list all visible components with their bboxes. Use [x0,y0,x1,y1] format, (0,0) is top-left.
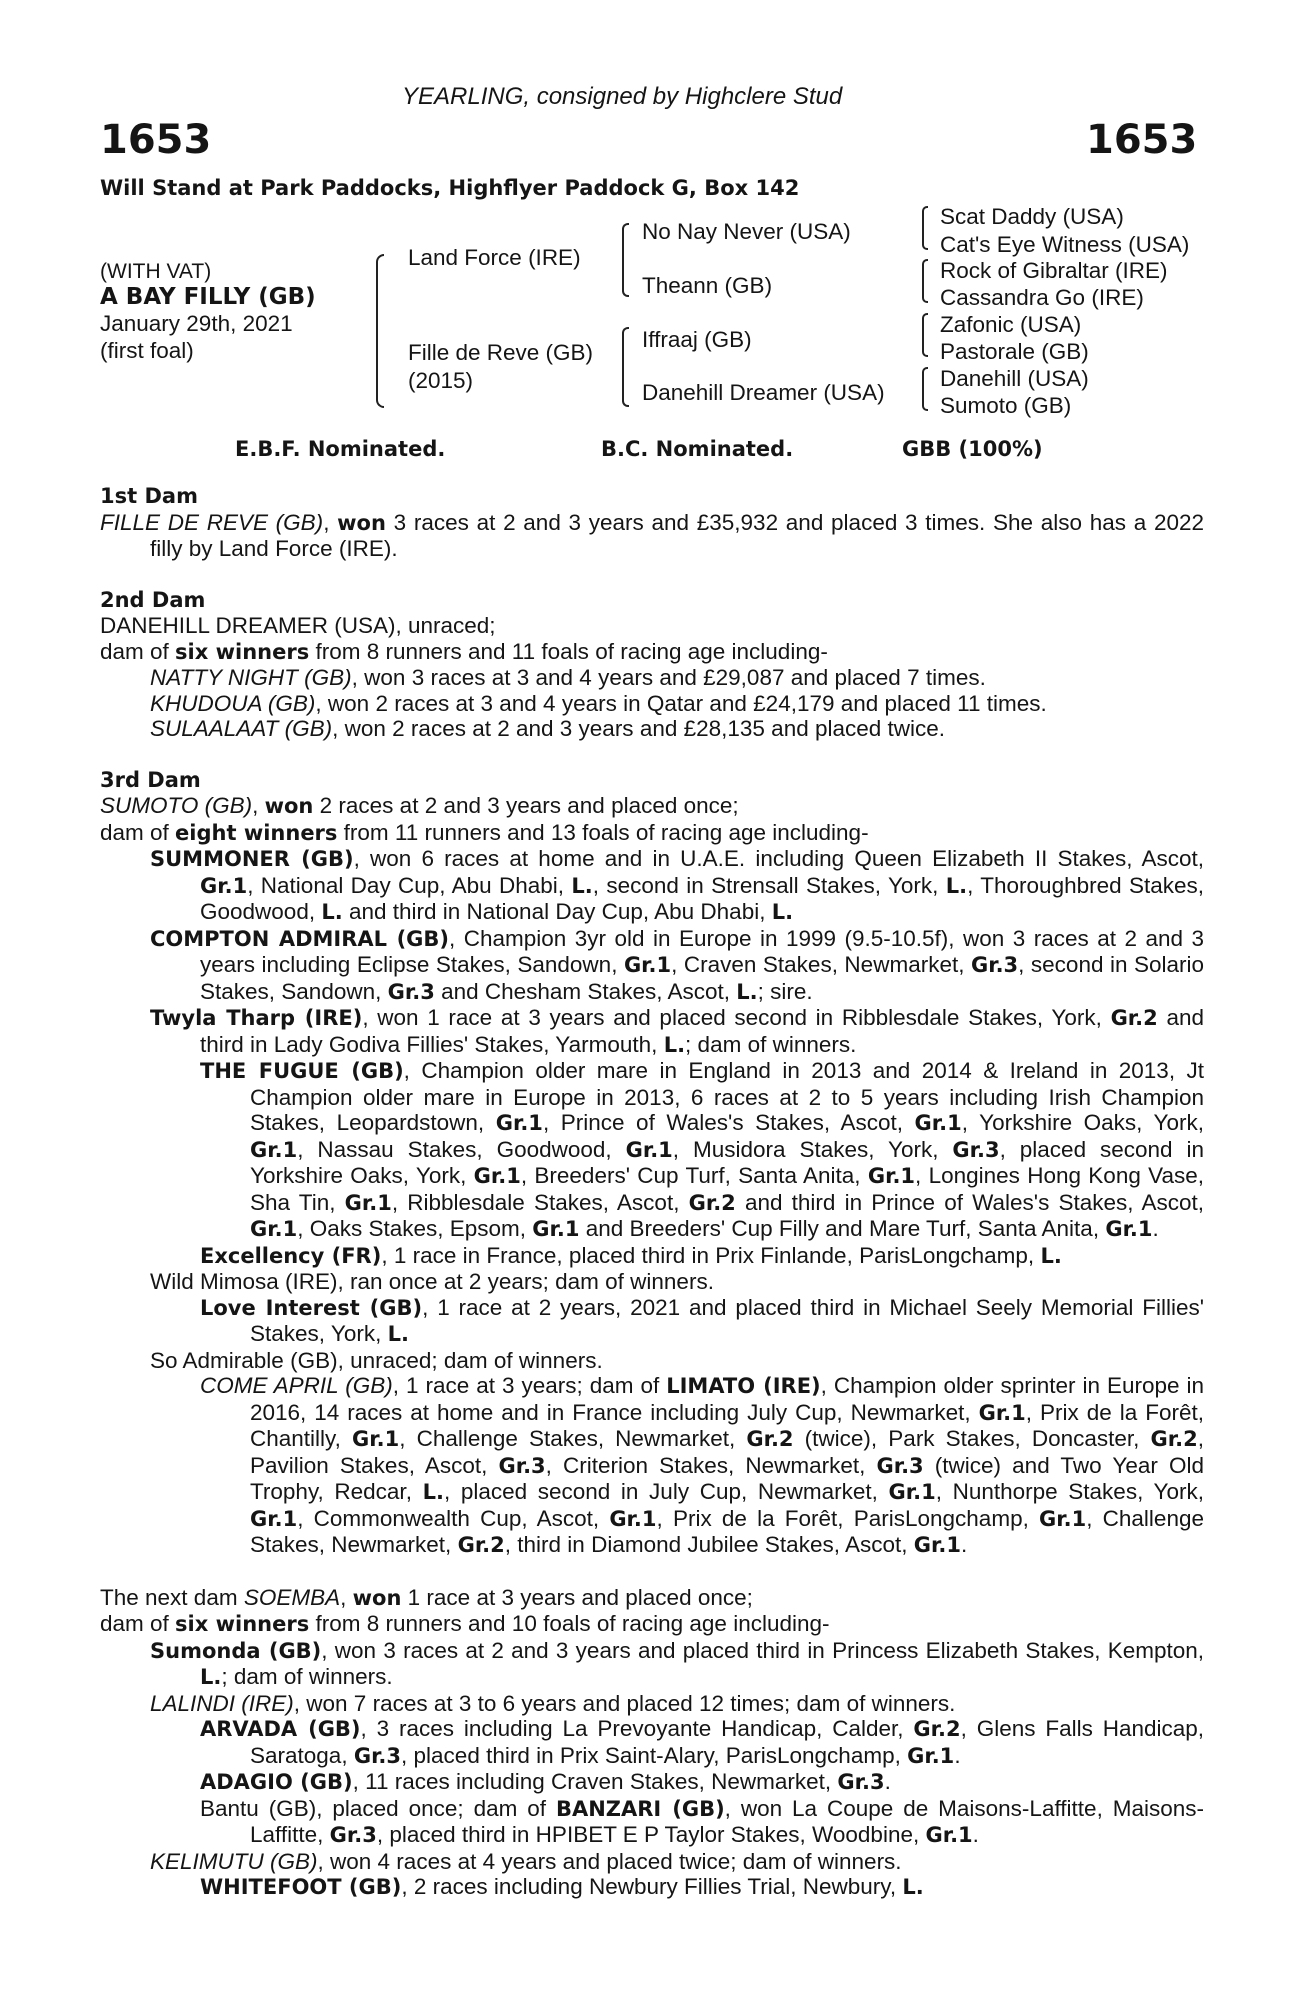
progeny-text: , Ribblesdale Stakes, Ascot, [391,1189,689,1215]
progeny-text: , Nunthorpe Stakes, York, [935,1479,1204,1504]
grade: Gr.1 [250,1506,298,1531]
progeny-the-fugue [200,1058,1204,1243]
listed: L. [422,1480,444,1504]
progeny-so-admirable: So Admirable (GB), unraced; dam of winners. [150,1347,603,1373]
third-dam-name: SUMOTO (GB) [100,793,253,818]
gbb-rating: GBB (100%) [902,437,1043,461]
grade: Gr.2 [1110,1006,1158,1030]
ss-sire: Scat Daddy (USA) [940,204,1124,229]
progeny-text: , placed second in July Cup, Newmarket, [443,1479,889,1504]
progeny-name: COME APRIL (GB) [200,1373,393,1398]
sd-dam: Cassandra Go (IRE) [940,285,1144,310]
progeny-text: , Oaks Stakes, Epsom, [297,1216,533,1241]
pedigree-brace-g2 [922,259,928,303]
lot-number-left: 1653 [100,117,212,163]
grade: Gr.3 [837,1770,885,1794]
sd-sire: Rock of Gibraltar (IRE) [940,258,1168,283]
progeny-text: , National Day Cup, Abu Dhabi, [247,872,572,898]
winners-count: six winners [175,1612,310,1636]
progeny-name: ADAGIO (GB) [200,1770,353,1794]
next-dam-prefix: The next dam [100,1584,244,1610]
second-dam-line: DANEHILL DREAMER (USA), unraced; [100,613,496,638]
sire: Land Force (IRE) [408,245,581,270]
progeny-text: and Breeders' Cup Filly and Mare Turf, Santa Anita, [579,1216,1106,1241]
first-dam-paragraph [100,510,1204,562]
progeny-come-april [200,1373,1204,1559]
progeny-kelimutu [150,1849,1204,1875]
period: . [1152,1216,1159,1241]
dam-sire: Iffraaj (GB) [642,327,752,352]
progeny-name: Love Interest (GB) [200,1295,423,1320]
third-dam-text: 2 races at 2 and 3 years and placed once; [313,793,739,818]
pedigree-brace-g4 [922,367,928,411]
comma: , [323,509,338,535]
foaling-date: January 29th, 2021 [100,311,293,336]
second-dam-section [100,588,1204,742]
progeny-name: KELIMUTU (GB) [150,1848,318,1874]
progeny-name: WHITEFOOT (GB) [200,1875,402,1899]
progeny-name: ARVADA (GB) [200,1717,361,1741]
progeny-text: , won 3 races at 3 and 4 years and £29,087 and placed 7 times. [351,665,986,690]
sire-dam: Theann (GB) [642,273,773,298]
grade: Gr.3 [387,979,435,1004]
progeny-name: KHUDOUA (GB) [150,690,316,716]
next-dam-line [100,1585,1204,1612]
progeny-name: SULAALAAT (GB) [150,716,333,741]
progeny-text: , won 3 races at 2 and 3 years and placed third in Princess Elizabeth Stakes, Kempton, [321,1637,1205,1663]
progeny-twyla-tharp [150,1005,1204,1058]
progeny-name: SUMMONER (GB) [150,847,354,871]
grade: Gr.3 [876,1453,924,1478]
progeny-text: , Champion older sprinter in Europe in 2016, 14 races at home and in France including July Cup, Newmarket, [250,1373,1204,1425]
progeny-arvada [200,1716,1204,1769]
comma: , [252,793,265,818]
grade: Gr.1 [867,1164,916,1188]
grade: Gr.1 [200,873,248,898]
dam-of: dam of [100,638,176,664]
winners-count: eight winners [175,820,338,845]
grade: Gr.1 [1039,1506,1087,1531]
listed: L. [387,1322,409,1346]
won: won [352,1585,402,1610]
progeny-text: and third in National Day Cup, Abu Dhabi, [342,899,772,924]
winners-count: six winners [175,639,310,664]
progeny-text: , Champion older mare in England in 2013 and 2014 & Ireland in 2013, Jt Champion older mare in Europe in 2013, 6 races at 2 to 5 years including Irish Champion Stakes, Leopardstown, [250,1058,1204,1135]
progeny-text: , Challenge Stakes, Newmarket, [399,1426,747,1451]
progeny-text: , won 2 races at 2 and 3 years and £28,135 and placed twice. [332,716,946,741]
period: . [972,1822,979,1847]
stand-location: Will Stand at Park Paddocks, Highflyer Paddock G, Box 142 [100,176,800,200]
grade: Gr.1 [609,1506,657,1531]
vat-label: (WITH VAT) [100,260,212,283]
second-dam-progeny [100,665,1204,742]
progeny-text: , Longines Hong Kong Vase, Sha Tin, [250,1163,1204,1215]
sire-sire: No Nay Never (USA) [642,219,851,244]
produce-text: from 8 runners and 10 foals of racing age including- [309,1611,830,1636]
second-dam-produce [100,639,1204,666]
progeny-text: and Chesham Stakes, Ascot, [434,978,737,1004]
progeny-text: , won 7 races at 3 to 6 years and placed 12 times; dam of winners. [293,1690,956,1716]
progeny-text: , Yorkshire Oaks, York, [961,1110,1205,1135]
produce-text: from 11 runners and 13 foals of racing age including- [337,819,869,845]
bc-nomination: B.C. Nominated. [601,437,794,461]
first-dam-name: FILLE DE REVE (GB) [100,509,324,535]
second-dam-title: 2nd Dam [100,587,206,612]
grade: Gr.1 [907,1743,955,1768]
catalogue-body [100,484,1204,1901]
ebf-nomination: E.B.F. Nominated. [235,437,446,461]
progeny-name: BANZARI (GB) [555,1796,725,1821]
progeny-compton-admiral [150,926,1204,1006]
progeny-text: , won 6 races at home and in U.A.E. including Queen Elizabeth II Stakes, Ascot, [353,846,1204,871]
progeny-text: , Challenge Stakes, Newmarket, [250,1505,1204,1557]
progeny-text: , Craven Stakes, Newmarket, [671,952,971,977]
pedigree-brace-g3 [922,313,928,357]
grade: Gr.1 [913,1533,961,1557]
produce-text: from 8 runners and 11 foals of racing age including- [309,638,828,664]
third-dam-title: 3rd Dam [100,767,201,792]
grade: Gr.1 [473,1164,521,1188]
progeny-text: , Thoroughbred Stakes, Goodwood, [200,872,1204,924]
progeny-text: , 1 race in France, placed third in Prix Finlande, ParisLongchamp, [381,1242,1041,1268]
progeny-name: COMPTON ADMIRAL (GB) [150,926,450,951]
ds-dam: Pastorale (GB) [940,339,1089,364]
grade: Gr.1 [344,1190,392,1215]
grade: Gr.3 [353,1743,402,1768]
progeny-text: and third in Prince of Wales's Stakes, Ascot, [735,1189,1204,1215]
period: . [954,1742,961,1768]
period: . [960,1532,968,1557]
dd-dam: Sumoto (GB) [940,393,1072,418]
progeny-text: , won 4 races at 4 years and placed twice; dam of winners. [317,1848,902,1874]
next-dam-section [100,1585,1204,1901]
progeny-text: , won 1 race at 3 years and placed second in Ribblesdale Stakes, York, [362,1005,1111,1030]
progeny-text: , Prix de la Forêt, ParisLongchamp, [656,1505,1040,1531]
progeny-text: , Pavilion Stakes, Ascot, [250,1426,1204,1478]
grade: Gr.2 [1150,1427,1198,1451]
grade: Gr.1 [1105,1217,1153,1241]
grade: Gr.1 [978,1400,1026,1425]
progeny-text: , Criterion Stakes, Newmarket, [545,1452,877,1478]
progeny-summoner [150,846,1204,926]
listed: L. [200,1665,222,1689]
grade: Gr.1 [495,1111,543,1135]
dam-name: Fille de Reve (GB) [408,340,594,365]
dam-dam: Danehill Dreamer (USA) [642,380,885,405]
progeny-text: , placed third in HPIBET E P Taylor Stakes, Woodbine, [376,1822,926,1847]
pedigree-brace-g1 [922,206,928,250]
won: won [264,794,314,818]
grade: Gr.1 [888,1480,936,1504]
dam-year: (2015) [408,368,474,393]
listed: L. [571,873,593,898]
progeny-text: , Prince of Wales's Stakes, Ascot, [542,1110,915,1135]
progeny-text: (twice) and Two Year Old Trophy, Redcar, [250,1452,1204,1504]
grade: Gr.1 [352,1427,400,1451]
first-dam-title: 1st Dam [100,484,198,508]
listed: L. [902,1875,924,1899]
progeny-whitefoot [200,1874,1204,1901]
progeny-text: , Glens Falls Handicap, Saratoga, [250,1716,1205,1768]
third-dam-section [100,768,1204,1559]
progeny-text: (twice), Park Stakes, Doncaster, [793,1426,1151,1451]
progeny-name: Sumonda (GB) [150,1638,322,1663]
grade: Gr.1 [623,953,672,977]
progeny-item [150,691,1204,717]
progeny-bantu [200,1796,1204,1849]
progeny-text: , second in Solario Stakes, Sandown, [200,952,1205,1004]
progeny-text: , won La Coupe de Maisons-Laffitte, Maisons-Laffitte, [250,1795,1205,1847]
progeny-text: and third in Lady Godiva Fillies' Stakes, Yarmouth, [200,1005,1204,1057]
progeny-name: THE FUGUE (GB) [200,1059,404,1083]
progeny-sumonda [150,1638,1204,1691]
progeny-name: LIMATO (IRE) [666,1374,821,1398]
progeny-text: ; sire. [757,978,813,1004]
progeny-text: , Musidora Stakes, York, [672,1136,953,1162]
progeny-excellency [200,1243,1204,1270]
progeny-text: , second in Strensall Stakes, York, [592,872,946,898]
grade: Gr.1 [250,1217,298,1241]
progeny-text: , won 2 races at 3 and 4 years in Qatar and £24,179 and placed 11 times. [315,690,1047,716]
progeny-love-interest [200,1295,1204,1348]
grade: Gr.2 [746,1427,794,1451]
next-dam-text: 1 race at 3 years and placed once; [401,1584,753,1610]
grade: Gr.1 [625,1137,673,1162]
listed: L. [945,873,968,898]
progeny-text: , placed third in Prix Saint-Alary, ParisLongchamp, [401,1742,908,1768]
progeny-text: , 1 race at 2 years, 2021 and placed third in Michael Seely Memorial Fillies' Stakes, York, [250,1294,1205,1346]
next-dam-produce [100,1611,1204,1638]
lot-number-right: 1653 [1086,117,1198,163]
first-dam-section [100,484,1204,562]
dd-sire: Danehill (USA) [940,366,1089,391]
progeny-item [150,716,1204,742]
third-dam-line [100,793,1204,820]
progeny-text: ; dam of winners. [685,1031,857,1057]
progeny-name: Twyla Tharp (IRE) [150,1006,363,1030]
period: . [884,1769,891,1794]
grade: Gr.2 [688,1190,736,1215]
progeny-text: , Champion 3yr old in Europe in 1999 (9.5-10.5f), won 3 races at 2 and 3 years including Eclipse Stakes, Sandown, [200,925,1204,977]
grade: Gr.3 [498,1453,546,1478]
grade: Gr.3 [329,1823,377,1847]
listed: L. [321,900,343,924]
progeny-text: , third in Diamond Jubilee Stakes, Ascot, [504,1532,914,1557]
grade: Gr.1 [925,1823,973,1847]
grade: Gr.3 [952,1137,1000,1162]
progeny-text: , 2 races including Newbury Fillies Trial, Newbury, [401,1874,903,1899]
next-dam-name: SOEMBA [243,1584,341,1610]
ss-dam: Cat's Eye Witness (USA) [940,232,1190,257]
progeny-text: , Prix de la Forêt, Chantilly, [250,1399,1204,1451]
progeny-name: LALINDI (IRE) [150,1690,294,1716]
comma: , [340,1584,353,1610]
consignment-subtitle: YEARLING, consigned by Highclere Stud [402,83,843,110]
progeny-text: , 1 race at 3 years; dam of [392,1373,667,1398]
horse-name: A BAY FILLY (GB) [100,284,316,310]
grade: Gr.1 [532,1217,580,1241]
pedigree-brace-main [376,254,384,408]
progeny-text: , 11 races including Craven Stakes, Newmarket, [352,1769,838,1794]
grade: Gr.2 [457,1533,505,1557]
progeny-text: , Nassau Stakes, Goodwood, [297,1136,626,1162]
progeny-text: , Breeders' Cup Turf, Santa Anita, [520,1163,868,1188]
progeny-text: , 3 races including La Prevoyante Handicap, Calder, [360,1716,914,1741]
progeny-adagio [200,1769,1204,1796]
progeny-text: , placed second in Yorkshire Oaks, York, [250,1136,1205,1188]
progeny-item [150,665,1204,691]
listed: L. [1040,1243,1062,1268]
progeny-text: ; dam of winners. [221,1664,393,1689]
pedigree-brace-sire [622,223,629,297]
won: won [337,510,386,535]
third-dam-produce [100,820,1204,847]
listed: L. [771,900,794,924]
dam-of: dam of [100,819,176,845]
first-dam-text: 3 races at 2 and 3 years and £35,932 and placed 3 times. She also has a 2022 filly by Land Force (IRE). [150,509,1204,561]
progeny-wild-mimosa: Wild Mimosa (IRE), ran once at 2 years; dam of winners. [150,1269,714,1294]
dam-of: dam of [100,1611,176,1636]
foal-note: (first foal) [100,338,194,363]
progeny-name: NATTY NIGHT (GB) [150,665,352,690]
listed: L. [736,979,758,1004]
progeny-name: Excellency (FR) [200,1243,382,1268]
ds-sire: Zafonic (USA) [940,312,1082,337]
grade: Gr.2 [913,1717,961,1741]
grade: Gr.3 [970,953,1019,977]
pedigree-brace-dam [622,327,629,407]
grade: Gr.1 [914,1111,962,1135]
progeny-text: Bantu (GB), placed once; dam of [200,1795,556,1821]
progeny-lalindi [150,1691,1204,1717]
grade: Gr.1 [250,1137,298,1162]
listed: L. [663,1032,686,1057]
progeny-text: , Commonwealth Cup, Ascot, [297,1505,610,1531]
